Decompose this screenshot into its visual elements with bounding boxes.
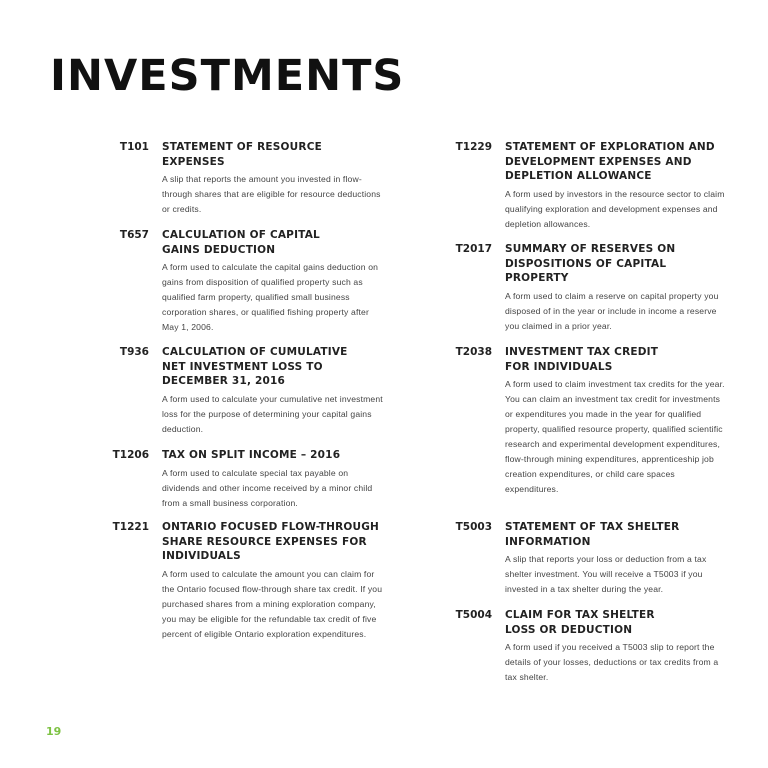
form-code: T657 xyxy=(119,229,149,241)
form-description: A slip that reports the amount you invested in flow-through shares that are eligible for resource deductions or credits. xyxy=(162,174,381,214)
form-code: T936 xyxy=(119,346,149,358)
form-description: A form used to calculate the amount you can claim for the Ontario focused flow-through share tax credit. If you purchased shares from a mining exploration company, you may be eligible for the refundable tax credit of five percent of eligible Ontario exploration expenditures. xyxy=(162,568,383,639)
form-code: T5003 xyxy=(455,521,492,533)
form-code: T1221 xyxy=(112,521,149,533)
page-number: 19 xyxy=(46,725,62,738)
form-title: CALCULATION OF CUMULATIVE NET INVESTMENT LOSS TO DECEMBER 31, 2016 xyxy=(162,346,348,387)
page-title: INVESTMENTS xyxy=(50,51,405,101)
form-description: A form used by investors in the resource sector to claim qualifying exploration and development expenses and depletion allowances. xyxy=(505,188,725,229)
form-title: ONTARIO FOCUSED FLOW-THROUGH SHARE RESOURCE EXPENSES FOR INDIVIDUALS xyxy=(162,521,380,562)
form-title: STATEMENT OF EXPLORATION AND DEVELOPMENT EXPENSES AND DEPLETION ALLOWANCE xyxy=(505,141,715,182)
form-code: T101 xyxy=(119,141,149,153)
form-title: INVESTMENT TAX CREDIT FOR INDIVIDUALS xyxy=(505,346,659,373)
form-code: T5004 xyxy=(455,609,492,621)
form-description: A form used to claim a reserve on capital property you disposed of in the year or include in income a reserve you claimed in a prior year. xyxy=(505,290,719,331)
form-title: STATEMENT OF TAX SHELTER INFORMATION xyxy=(505,521,680,548)
form-title: CALCULATION OF CAPITAL GAINS DEDUCTION xyxy=(162,229,320,256)
form-description: A form used to claim investment tax credits for the year. You can claim an investment tax credit for investments or expenditures you made in the year for qualified property, qualified resource property, qualified scientific research and experimental development expenditures, flow-through mining expenditures, apprenticeship job creation expenditures, or child care spaces expenditures. xyxy=(505,379,725,494)
form-code: T2017 xyxy=(455,243,492,255)
form-description: A form used to calculate your cumulative net investment loss for the purpose of determining your capital gains deduction. xyxy=(162,393,383,434)
form-description: A slip that reports your loss or deduction from a tax shelter investment. You will receive a T5003 if you invested in a tax shelter during the year. xyxy=(505,554,707,594)
form-title: SUMMARY OF RESERVES ON DISPOSITIONS OF CAPITAL PROPERTY xyxy=(505,243,676,284)
form-code: T1229 xyxy=(455,141,492,153)
form-title: CLAIM FOR TAX SHELTER LOSS OR DEDUCTION xyxy=(505,609,655,636)
form-title: TAX ON SPLIT INCOME – 2016 xyxy=(162,449,341,461)
form-code: T1206 xyxy=(112,449,149,461)
form-description: A form used to calculate the capital gains deduction on gains from disposition of qualified property such as qualified farm property, qualified small business corporation shares, or qualified fishing property after May 1, 2006. xyxy=(162,262,379,332)
form-description: A form used if you received a T5003 slip to report the details of your losses, deductions or tax credits from a tax shelter. xyxy=(505,642,719,682)
form-description: A form used to calculate special tax payable on dividends and other income received by a minor child from a small business corporation. xyxy=(162,467,373,508)
form-title: STATEMENT OF RESOURCE EXPENSES xyxy=(162,141,322,168)
form-code: T2038 xyxy=(455,346,492,358)
